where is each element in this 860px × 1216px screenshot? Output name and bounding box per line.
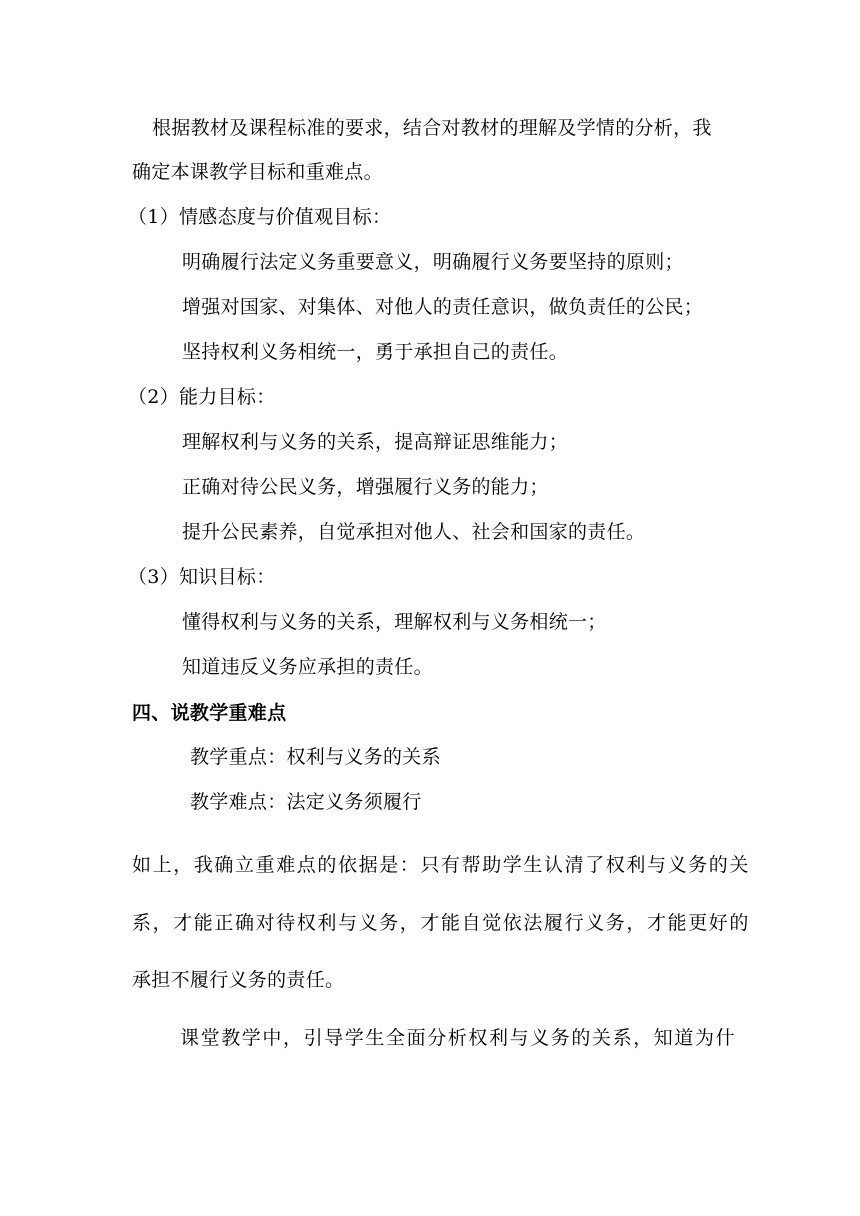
section-4-title: 四、说教学重难点 xyxy=(132,702,287,724)
objective-heading-ability: （2）能力目标： xyxy=(128,386,276,408)
objective-item: 增强对国家、对集体、对他人的责任意识，做负责任的公民； xyxy=(182,296,704,318)
objective-heading-emotion: （1）情感态度与价值观目标： xyxy=(128,206,392,228)
objective-item: 理解权利与义务的关系，提高辩证思维能力； xyxy=(182,431,569,453)
intro-line-1: 根据教材及课程标准的要求，结合对教材的理解及学情的分析，我 xyxy=(152,117,712,139)
basis-line-3: 承担不履行义务的责任。 xyxy=(132,969,345,991)
objective-item: 提升公民素养，自觉承担对他人、社会和国家的责任。 xyxy=(182,521,646,543)
difficult-point: 教学难点：法定义务须履行 xyxy=(190,791,422,813)
objective-item: 坚持权利义务相统一，勇于承担自己的责任。 xyxy=(182,341,569,363)
objective-item: 知道违反义务应承担的责任。 xyxy=(182,656,433,678)
intro-line-2: 确定本课教学目标和重难点。 xyxy=(132,161,383,183)
basis-line-2: 系，才能正确对待权利与义务，才能自觉依法履行义务，才能更好的 xyxy=(132,912,751,934)
objective-item: 正确对待公民义务，增强履行义务的能力； xyxy=(182,476,549,498)
basis-line-1: 如上，我确立重难点的依据是：只有帮助学生认清了权利与义务的关 xyxy=(132,854,751,876)
classroom-line-1: 课堂教学中，引导学生全面分析权利与义务的关系，知道为什 xyxy=(180,1027,737,1049)
objective-item: 懂得权利与义务的关系，理解权利与义务相统一； xyxy=(182,611,607,633)
objective-heading-knowledge: （3）知识目标： xyxy=(128,566,276,588)
key-point: 教学重点：权利与义务的关系 xyxy=(190,746,441,768)
objective-item: 明确履行法定义务重要意义，明确履行义务要坚持的原则； xyxy=(182,251,684,273)
